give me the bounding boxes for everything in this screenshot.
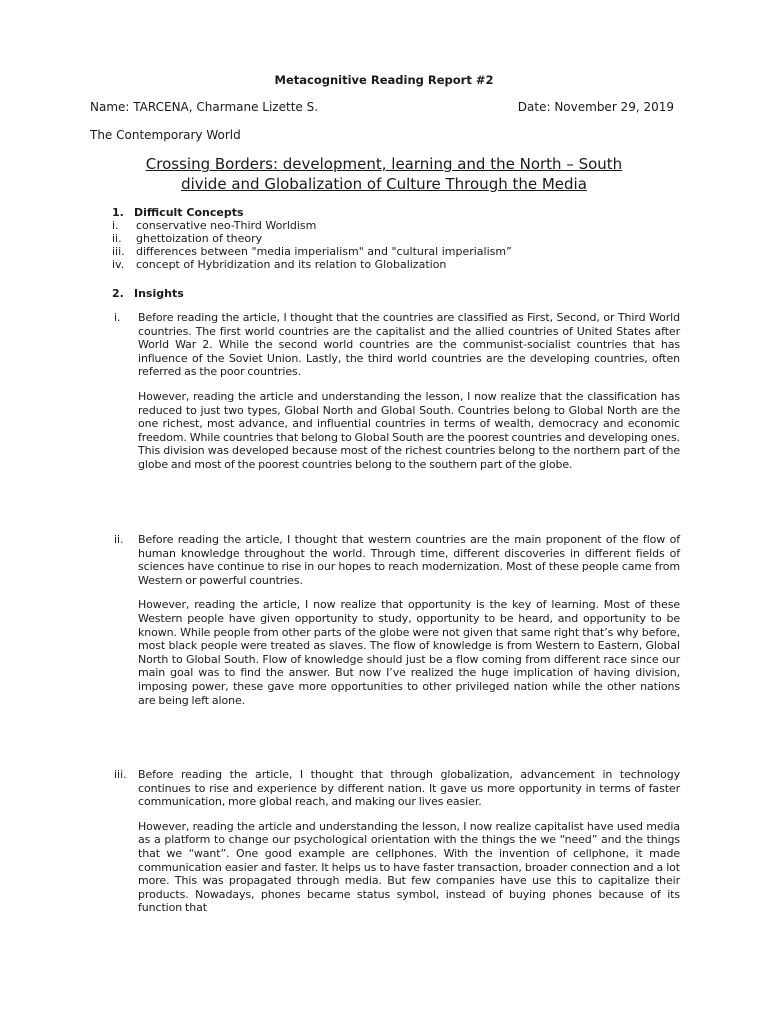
concept-numeral: iii. (112, 245, 125, 258)
concept-text: conservative neo-Third Worldism (136, 219, 317, 232)
section-number: 1. (112, 206, 124, 219)
article-heading-line-2: divide and Globalization of Culture Through the Media (181, 175, 587, 193)
concept-text: differences between "media imperialism" and "cultural imperialism” (136, 245, 512, 258)
report-title: Metacognitive Reading Report #2 (274, 73, 494, 87)
concept-text: ghettoization of theory (136, 232, 263, 245)
insight-after-paragraph: However, reading the article and understanding the lesson, I now realize capitalist have used media as a platform to change our psychological orientation with the things the we “need” and the things that we “want”. One good example are cellphones. With the invention of cellphone, it made communication easier and faster. It helps us to have faster transaction, broader connection and a lot more. This was propagated through media. But few companies have use this to capitalize their products. Nowadays, phones became status symbol, instead of buying phones because of its function that (138, 819, 680, 915)
insight-before-paragraph: Before reading the article, I thought that western countries are the main proponent of the flow of human knowledge throughout the world. Through time, different discoveries in different fields of sciences have continue to rise in our hopes to reach modernization. Most of these people came from Western or powerful countries. (138, 533, 680, 587)
article-heading-line-1: Crossing Borders: development, learning and the North – South (145, 155, 623, 173)
concept-numeral: ii. (112, 232, 122, 245)
concept-numeral: i. (112, 219, 119, 232)
section-title: Insights (134, 287, 184, 300)
section-title: Difficult Concepts (134, 206, 244, 219)
insight-after-paragraph: However, reading the article and understanding the lesson, I now realize that the classification has reduced to just two types, Global North and Global South. Countries belong to Global North are the one richest, most advance, and influential countries in terms of wealth, democracy and economic freedom. While countries that belong to Global South are the poorest countries and developing ones. This division was developed because most of the richest countries belong to the northern part of the globe and most of the poorest countries belong to the southern part of the globe. (138, 389, 680, 471)
insight-numeral: ii. (114, 533, 124, 546)
section-number: 2. (112, 287, 124, 300)
insight-item (114, 768, 680, 915)
insight-item (114, 533, 680, 707)
course-name: The Contemporary World (90, 128, 241, 142)
insight-before-paragraph: Before reading the article, I thought that the countries are classified as First, Second, or Third World countries. The first world countries are the capitalist and the allied countries of United States after World War 2. While the second world countries are the communist-socialist countries that has influence of the Soviet Union. Lastly, the third world countries are the developing countries, often referred as the poor countries. (138, 311, 680, 379)
article-heading (90, 154, 678, 194)
concept-text: concept of Hybridization and its relation to Globalization (136, 258, 447, 271)
insight-after-paragraph: However, reading the article, I now realize that opportunity is the key of learning. Most of these Western people have given opportunity to study, opportunity to be heard, and opportunity to be known. While people from other parts of the globe were not given that same right that’s why before, most black people were treated as slaves. The flow of knowledge is from Western to Eastern, Global North to Global South. Flow of knowledge should just be a flow coming from different race since our main goal was to find the answer. But now I’ve realized the huge implication of having division, imposing power, these gave more opportunities to other privileged nation while the other nations are being left alone. (138, 598, 680, 707)
report-date: Date: November 29, 2019 (517, 100, 674, 114)
student-name: Name: TARCENA, Charmane Lizette S. (90, 100, 319, 114)
insight-item (114, 311, 680, 472)
concept-numeral: iv. (112, 258, 125, 271)
insight-numeral: iii. (114, 768, 127, 781)
insight-before-paragraph: Before reading the article, I thought that through globalization, advancement in technology continues to rise and experience by different nation. It gave us more opportunity in terms of faster communication, more global reach, and making our lives easier. (138, 768, 680, 809)
insight-numeral: i. (114, 311, 121, 324)
